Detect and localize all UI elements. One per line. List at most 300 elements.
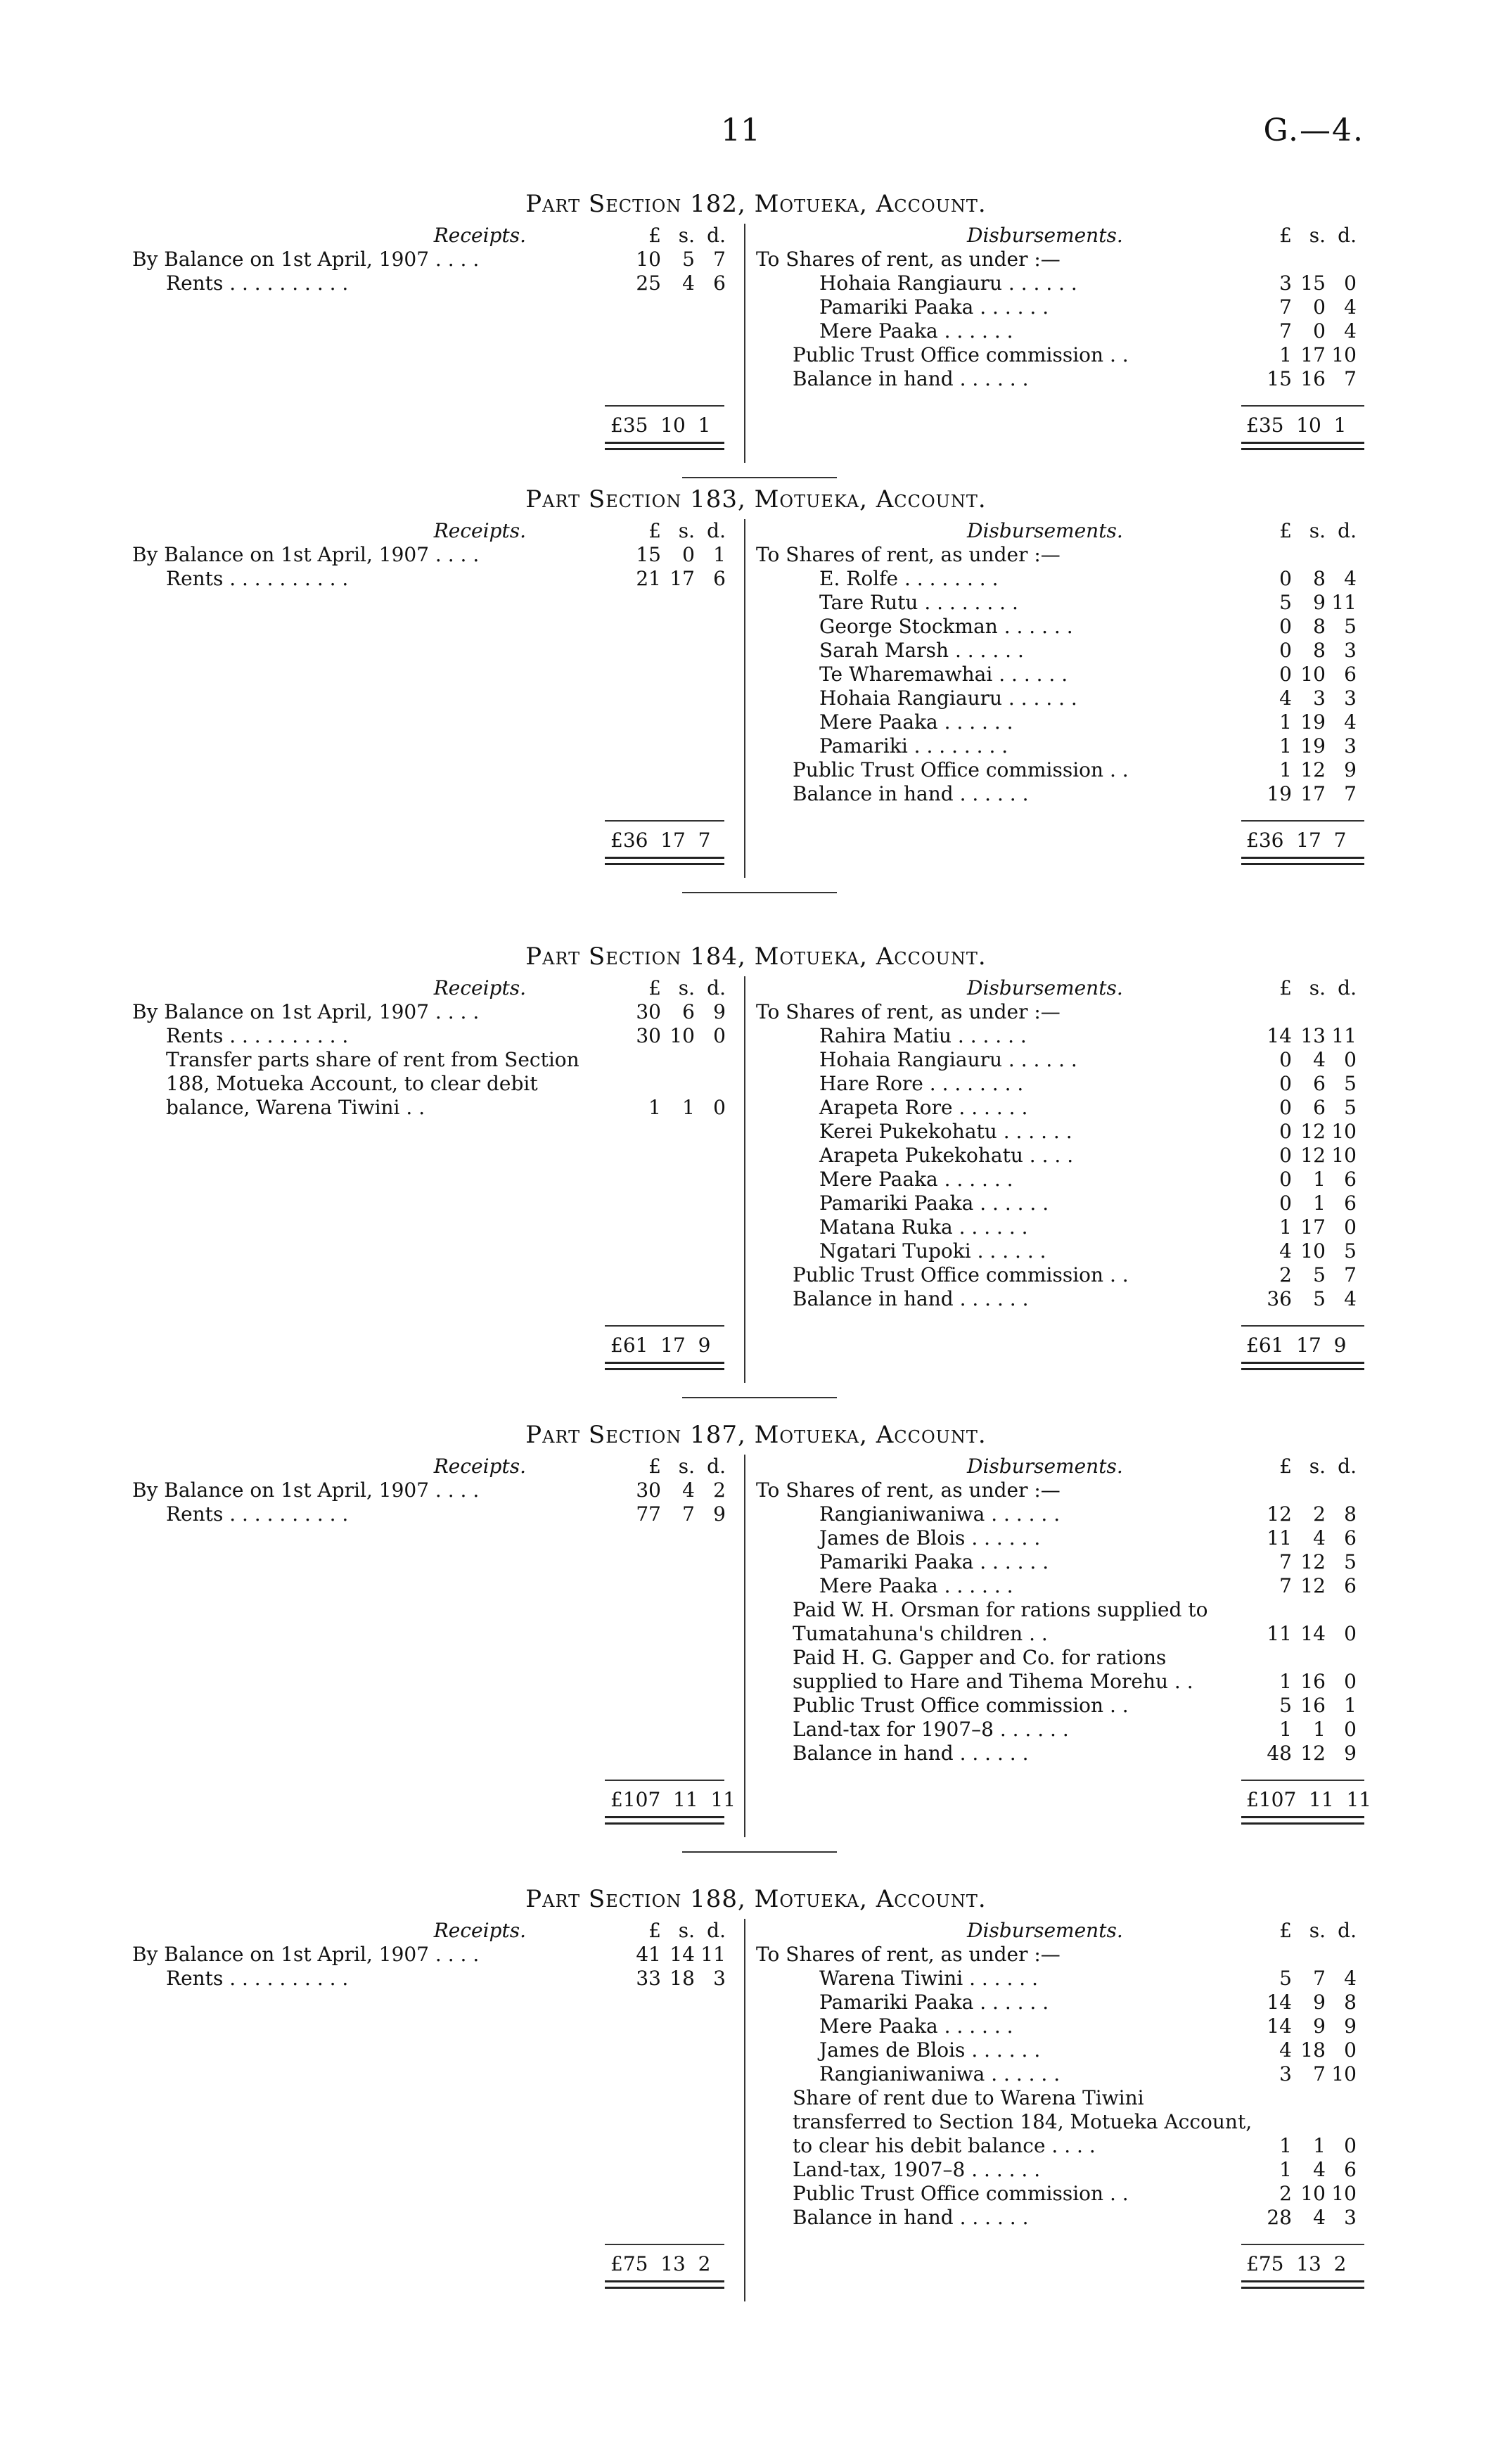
shillings: 8 — [1313, 567, 1326, 590]
shillings: 4 — [1313, 2206, 1326, 2229]
pence: 10 — [1331, 1120, 1357, 1143]
shilling-sign: s. — [678, 224, 695, 247]
pence: 0 — [713, 1096, 726, 1119]
shillings: 16 — [1300, 1670, 1326, 1693]
disbursement-row — [756, 1718, 1368, 1742]
receipt-text: Rents . . . . . . . . . . — [166, 1967, 349, 1990]
shilling-sign: s. — [678, 519, 695, 542]
shillings: 3 — [1313, 686, 1326, 710]
pounds: 0 — [1279, 615, 1292, 638]
shillings: 15 — [1300, 272, 1326, 295]
receipt-text: By Balance on 1st April, 1907 . . . . — [132, 1943, 480, 1966]
section-title: Part Section 188, Motueka, Account. — [525, 1885, 987, 1913]
pound-sign: £ — [648, 1455, 661, 1478]
disbursement-row — [756, 1192, 1368, 1215]
pounds: 11 — [1267, 1622, 1292, 1645]
disbursement-intro — [756, 1478, 1368, 1502]
disbursement-text: Share of rent due to Warena Tiwini transferred to Section 184, Motueka Account, to clear his debit balance . . . . — [793, 2086, 1252, 2157]
amount-cells — [1248, 2038, 1357, 2062]
receipt-text: Rents . . . . . . . . . . — [166, 567, 349, 590]
shillings: 4 — [682, 272, 695, 295]
receipts-total-rule — [605, 1325, 724, 1327]
disbursement-text: Paid W. H. Orsman for rations supplied to Tumatahuna's children . . — [793, 1598, 1208, 1645]
pounds: 14 — [1267, 1991, 1292, 2014]
pounds: 1 — [1279, 1670, 1292, 1693]
pounds: 0 — [1279, 567, 1292, 590]
shillings: 10 — [1300, 663, 1326, 686]
amount-cells — [617, 1096, 726, 1120]
amount-cells — [1248, 639, 1357, 663]
disbursement-text: Public Trust Office commission . . — [793, 343, 1129, 366]
pence-sign: d. — [707, 976, 726, 999]
pence: 6 — [1344, 1574, 1357, 1597]
amount-cells — [1248, 2062, 1357, 2086]
disbursement-text: Public Trust Office commission . . — [793, 1694, 1129, 1717]
pence: 6 — [713, 272, 726, 295]
amount-cells — [1248, 1072, 1357, 1096]
disbursement-row — [756, 1967, 1368, 1991]
column-divider — [744, 1455, 745, 1837]
disbursement-row — [756, 1144, 1368, 1168]
disbursement-text: Mere Paaka . . . . . . — [819, 319, 1013, 343]
amount-cells — [1248, 2134, 1357, 2158]
disbursement-text: Hare Rore . . . . . . . . — [819, 1072, 1024, 1095]
pounds: 15 — [1267, 367, 1292, 390]
pounds: 48 — [1267, 1742, 1292, 1765]
shillings: 1 — [682, 1096, 695, 1119]
amount-cells — [617, 1502, 726, 1526]
receipts-column — [132, 1919, 730, 1991]
pence: 3 — [1344, 639, 1357, 662]
disbursement-text: Warena Tiwini . . . . . . — [819, 1967, 1038, 1990]
page-header — [0, 113, 1512, 155]
amount-cells — [1248, 1120, 1357, 1144]
amount-cells — [1248, 686, 1357, 710]
shillings: 1 — [1313, 2134, 1326, 2157]
pence: 9 — [1344, 1742, 1357, 1765]
pounds: 33 — [636, 1967, 661, 1990]
pence: 4 — [1344, 319, 1357, 343]
pound-sign: £ — [1279, 1455, 1292, 1478]
amount-cells — [1248, 1967, 1357, 1991]
disbursements-label: Disbursements. — [967, 1455, 1123, 1478]
amount-cells — [1248, 295, 1357, 319]
pence: 0 — [1344, 1048, 1357, 1071]
disbursement-row — [756, 319, 1368, 343]
pounds: 0 — [1279, 663, 1292, 686]
receipts-total-rule — [605, 820, 724, 822]
column-divider — [744, 224, 745, 463]
pence-sign: d. — [1338, 519, 1357, 542]
receipt-row — [132, 248, 730, 272]
shillings: 5 — [1313, 1287, 1326, 1310]
disbursement-row — [756, 1287, 1368, 1311]
pence: 10 — [1331, 2182, 1357, 2205]
disbursement-intro — [756, 248, 1368, 272]
shillings: 1 — [1313, 1192, 1326, 1215]
shillings: 1 — [1313, 1718, 1326, 1741]
amount-cells — [1248, 2158, 1357, 2182]
pounds: 3 — [1279, 272, 1292, 295]
receipts-header — [132, 976, 730, 1000]
shillings: 12 — [1300, 1742, 1326, 1765]
disbursement-text: Arapeta Pukekohatu . . . . — [819, 1144, 1074, 1167]
shilling-sign: s. — [1309, 976, 1326, 999]
receipt-row — [132, 1943, 730, 1967]
disbursement-intro — [756, 1000, 1368, 1024]
pound-sign: £ — [648, 1919, 661, 1942]
pounds: 0 — [1279, 1048, 1292, 1071]
pounds: 0 — [1279, 639, 1292, 662]
lsd-header — [1248, 519, 1357, 543]
pounds: 14 — [1267, 1024, 1292, 1047]
disbursement-text: Balance in hand . . . . . . — [793, 367, 1029, 390]
receipts-double-rule — [605, 442, 724, 450]
pence-sign: d. — [707, 519, 726, 542]
lsd-header — [617, 519, 726, 543]
pounds: 1 — [648, 1096, 661, 1119]
pence: 7 — [1344, 1263, 1357, 1286]
pounds: 30 — [636, 1478, 661, 1502]
amount-cells — [1248, 1263, 1357, 1287]
disbursement-text: Pamariki Paaka . . . . . . — [819, 1991, 1049, 2014]
disbursement-row — [756, 1742, 1368, 1765]
pounds: 1 — [1279, 2158, 1292, 2181]
receipt-row — [132, 1048, 730, 1120]
shillings: 7 — [1313, 1967, 1326, 1990]
amount-cells — [617, 1000, 726, 1024]
intro-text: To Shares of rent, as under :— — [756, 248, 1061, 271]
disbursement-text: Ngatari Tupoki . . . . . . — [819, 1239, 1046, 1263]
shillings: 12 — [1300, 758, 1326, 781]
disbursements-column — [756, 976, 1368, 1311]
intro-text: To Shares of rent, as under :— — [756, 1943, 1061, 1966]
disbursement-row — [756, 367, 1368, 391]
disbursement-text: Mere Paaka . . . . . . — [819, 2014, 1013, 2038]
shillings: 4 — [1313, 1048, 1326, 1071]
pounds: 0 — [1279, 1120, 1292, 1143]
disbursement-row — [756, 1550, 1368, 1574]
pence: 7 — [1344, 782, 1357, 805]
pounds: 36 — [1267, 1287, 1292, 1310]
disbursement-text: Public Trust Office commission . . — [793, 1263, 1129, 1286]
pounds: 15 — [636, 543, 661, 566]
shillings: 9 — [1313, 2014, 1326, 2038]
amount-cells — [1248, 2014, 1357, 2038]
pounds: 30 — [636, 1024, 661, 1047]
pence: 5 — [1344, 1096, 1357, 1119]
pence: 8 — [1344, 1502, 1357, 1526]
disbursement-row — [756, 1263, 1368, 1287]
pounds: 28 — [1267, 2206, 1292, 2229]
receipt-row — [132, 1000, 730, 1024]
disbursement-row — [756, 1574, 1368, 1598]
amount-cells — [1248, 1622, 1357, 1646]
amount-cells — [617, 567, 726, 591]
receipt-row — [132, 567, 730, 591]
amount-cells — [1248, 1718, 1357, 1742]
shillings: 4 — [682, 1478, 695, 1502]
amount-cells — [1248, 1550, 1357, 1574]
disbursement-text: Kerei Pukekohatu . . . . . . — [819, 1120, 1072, 1143]
disbursement-row — [756, 1048, 1368, 1072]
disbursements-total-rule — [1241, 1325, 1364, 1327]
disbursement-row — [756, 1646, 1368, 1694]
pence: 3 — [713, 1967, 726, 1990]
amount-cells — [1248, 272, 1357, 295]
receipts-header — [132, 224, 730, 248]
shillings: 12 — [1300, 1550, 1326, 1573]
pence: 5 — [1344, 1239, 1357, 1263]
disbursement-intro — [756, 543, 1368, 567]
pence: 0 — [1344, 1670, 1357, 1693]
pounds: 4 — [1279, 686, 1292, 710]
shillings: 16 — [1300, 367, 1326, 390]
receipt-row — [132, 543, 730, 567]
disbursement-text: Mere Paaka . . . . . . — [819, 1574, 1013, 1597]
page-number: 11 — [721, 113, 760, 148]
shillings: 5 — [1313, 1263, 1326, 1286]
lsd-header — [617, 976, 726, 1000]
pence: 6 — [1344, 663, 1357, 686]
amount-cells — [1248, 1694, 1357, 1718]
shillings: 6 — [682, 1000, 695, 1023]
receipts-double-rule — [605, 857, 724, 865]
disbursement-row — [756, 1120, 1368, 1144]
disbursement-row — [756, 2206, 1368, 2230]
disbursement-row — [756, 2158, 1368, 2182]
receipt-row — [132, 1502, 730, 1526]
pence: 4 — [1344, 710, 1357, 734]
shillings: 6 — [1313, 1096, 1326, 1119]
disbursement-text: Land-tax for 1907–8 . . . . . . — [793, 1718, 1069, 1741]
pence: 5 — [1344, 1550, 1357, 1573]
amount-cells — [1248, 1287, 1357, 1311]
disbursements-header — [756, 1455, 1368, 1478]
receipts-label: Receipts. — [433, 1919, 526, 1942]
disbursement-row — [756, 758, 1368, 782]
disbursement-text: E. Rolfe . . . . . . . . — [819, 567, 999, 590]
disbursement-text: Balance in hand . . . . . . — [793, 1742, 1029, 1765]
pence: 0 — [1344, 2038, 1357, 2062]
pence-sign: d. — [1338, 1455, 1357, 1478]
amount-cells — [617, 1967, 726, 1991]
disbursement-text: Hohaia Rangiauru . . . . . . — [819, 686, 1077, 710]
pence: 8 — [1344, 1991, 1357, 2014]
pence: 10 — [1331, 343, 1357, 366]
receipts-total-rule — [605, 405, 724, 407]
column-divider — [744, 1919, 745, 2301]
lsd-header — [617, 1455, 726, 1478]
disbursement-text: Pamariki Paaka . . . . . . — [819, 295, 1049, 319]
shillings: 0 — [682, 543, 695, 566]
pounds: 1 — [1279, 758, 1292, 781]
disbursements-total-rule — [1241, 1780, 1364, 1781]
pounds: 14 — [1267, 2014, 1292, 2038]
pence-sign: d. — [707, 1455, 726, 1478]
receipts-total: £75 13 2 — [610, 2252, 711, 2275]
amount-cells — [1248, 734, 1357, 758]
shillings: 4 — [1313, 2158, 1326, 2181]
receipt-text: Transfer parts share of rent from Section 188, Motueka Account, to clear debit balance, Warena Tiwini . . — [166, 1048, 579, 1119]
receipts-column — [132, 519, 730, 591]
disbursement-intro — [756, 1943, 1368, 1967]
pound-sign: £ — [648, 224, 661, 247]
amount-cells — [1248, 710, 1357, 734]
disbursements-double-rule — [1241, 1816, 1364, 1825]
amount-cells — [1248, 591, 1357, 615]
lsd-header — [1248, 224, 1357, 248]
shillings: 6 — [1313, 1072, 1326, 1095]
amount-cells — [1248, 343, 1357, 367]
disbursement-text: Rangianiwaniwa . . . . . . — [819, 2062, 1061, 2086]
disbursement-text: Rangianiwaniwa . . . . . . — [819, 1502, 1061, 1526]
shillings: 8 — [1313, 615, 1326, 638]
disbursement-text: Pamariki Paaka . . . . . . — [819, 1550, 1049, 1573]
amount-cells — [617, 1478, 726, 1502]
shillings: 10 — [669, 1024, 695, 1047]
amount-cells — [617, 543, 726, 567]
amount-cells — [1248, 663, 1357, 686]
shilling-sign: s. — [1309, 519, 1326, 542]
pounds: 4 — [1279, 2038, 1292, 2062]
disbursement-text: Land-tax, 1907–8 . . . . . . — [793, 2158, 1041, 2181]
disbursement-row — [756, 1096, 1368, 1120]
disbursement-row — [756, 710, 1368, 734]
pence: 0 — [1344, 272, 1357, 295]
pounds: 7 — [1279, 295, 1292, 319]
disbursement-text: Matana Ruka . . . . . . — [819, 1215, 1028, 1239]
pounds: 1 — [1279, 1215, 1292, 1239]
disbursement-text: Paid H. G. Gapper and Co. for rations supplied to Hare and Tihema Morehu . . — [793, 1646, 1193, 1693]
pence: 1 — [713, 543, 726, 566]
pence-sign: d. — [707, 224, 726, 247]
receipts-label: Receipts. — [433, 1455, 526, 1478]
pounds: 7 — [1279, 1550, 1292, 1573]
pence: 9 — [713, 1000, 726, 1023]
pence: 0 — [1344, 2134, 1357, 2157]
disbursement-text: Mere Paaka . . . . . . — [819, 710, 1013, 734]
disbursement-row — [756, 615, 1368, 639]
amount-cells — [1248, 615, 1357, 639]
amount-cells — [617, 248, 726, 272]
pounds: 12 — [1267, 1502, 1292, 1526]
pence: 5 — [1344, 1072, 1357, 1095]
section-separator — [682, 1851, 837, 1853]
shillings: 2 — [1313, 1502, 1326, 1526]
amount-cells — [617, 272, 726, 295]
disbursement-text: Public Trust Office commission . . — [793, 758, 1129, 781]
amount-cells — [1248, 1742, 1357, 1765]
pounds: 5 — [1279, 1694, 1292, 1717]
disbursements-header — [756, 519, 1368, 543]
disbursement-row — [756, 686, 1368, 710]
disbursements-total: £75 13 2 — [1246, 2252, 1347, 2275]
pounds: 7 — [1279, 319, 1292, 343]
pence: 9 — [1344, 758, 1357, 781]
pounds: 0 — [1279, 1096, 1292, 1119]
disbursement-row — [756, 1215, 1368, 1239]
amount-cells — [1248, 1670, 1357, 1694]
amount-cells — [1248, 1096, 1357, 1120]
shillings: 4 — [1313, 1526, 1326, 1550]
pounds: 5 — [1279, 1967, 1292, 1990]
pounds: 5 — [1279, 591, 1292, 614]
disbursements-total: £61 17 9 — [1246, 1334, 1347, 1357]
amount-cells — [1248, 1048, 1357, 1072]
shillings: 16 — [1300, 1694, 1326, 1717]
shilling-sign: s. — [678, 1919, 695, 1942]
pence: 0 — [713, 1024, 726, 1047]
pounds: 30 — [636, 1000, 661, 1023]
disbursements-header — [756, 1919, 1368, 1943]
disbursement-text: James de Blois . . . . . . — [819, 1526, 1041, 1550]
disbursement-row — [756, 591, 1368, 615]
disbursement-row — [756, 1168, 1368, 1192]
receipts-header — [132, 1919, 730, 1943]
amount-cells — [617, 1943, 726, 1967]
disbursement-text: Pamariki Paaka . . . . . . — [819, 1192, 1049, 1215]
pounds: 0 — [1279, 1192, 1292, 1215]
pounds: 77 — [636, 1502, 661, 1526]
pounds: 0 — [1279, 1168, 1292, 1191]
pence: 7 — [1344, 367, 1357, 390]
disbursements-column — [756, 519, 1368, 806]
disbursement-text: Balance in hand . . . . . . — [793, 782, 1029, 805]
pound-sign: £ — [648, 519, 661, 542]
disbursement-text: Sarah Marsh . . . . . . — [819, 639, 1024, 662]
amount-cells — [1248, 1526, 1357, 1550]
intro-text: To Shares of rent, as under :— — [756, 543, 1061, 566]
lsd-header — [1248, 1455, 1357, 1478]
shilling-sign: s. — [1309, 224, 1326, 247]
shillings: 0 — [1313, 295, 1326, 319]
shillings: 18 — [1300, 2038, 1326, 2062]
pounds: 1 — [1279, 734, 1292, 758]
disbursement-row — [756, 734, 1368, 758]
shillings: 0 — [1313, 319, 1326, 343]
disbursement-row — [756, 343, 1368, 367]
pounds: 1 — [1279, 343, 1292, 366]
receipt-text: Rents . . . . . . . . . . — [166, 272, 349, 295]
section-title: Part Section 184, Motueka, Account. — [525, 943, 987, 971]
pound-sign: £ — [1279, 224, 1292, 247]
pounds: 3 — [1279, 2062, 1292, 2086]
receipt-text: Rents . . . . . . . . . . — [166, 1502, 349, 1526]
shillings: 12 — [1300, 1144, 1326, 1167]
shillings: 12 — [1300, 1574, 1326, 1597]
receipt-text: By Balance on 1st April, 1907 . . . . — [132, 543, 480, 566]
shillings: 18 — [669, 1967, 695, 1990]
receipts-total: £36 17 7 — [610, 829, 711, 852]
document-reference: G.—4. — [1263, 113, 1364, 148]
shillings: 13 — [1300, 1024, 1326, 1047]
pence: 9 — [1344, 2014, 1357, 2038]
receipts-double-rule — [605, 1816, 724, 1825]
pence: 0 — [1344, 1622, 1357, 1645]
receipts-total: £61 17 9 — [610, 1334, 711, 1357]
shilling-sign: s. — [678, 976, 695, 999]
pence: 4 — [1344, 567, 1357, 590]
lsd-header — [1248, 976, 1357, 1000]
pence: 4 — [1344, 295, 1357, 319]
pound-sign: £ — [648, 976, 661, 999]
pounds: 2 — [1279, 2182, 1292, 2205]
pounds: 4 — [1279, 1239, 1292, 1263]
receipt-text: By Balance on 1st April, 1907 . . . . — [132, 248, 480, 271]
amount-cells — [1248, 2182, 1357, 2206]
disbursement-row — [756, 2086, 1368, 2158]
